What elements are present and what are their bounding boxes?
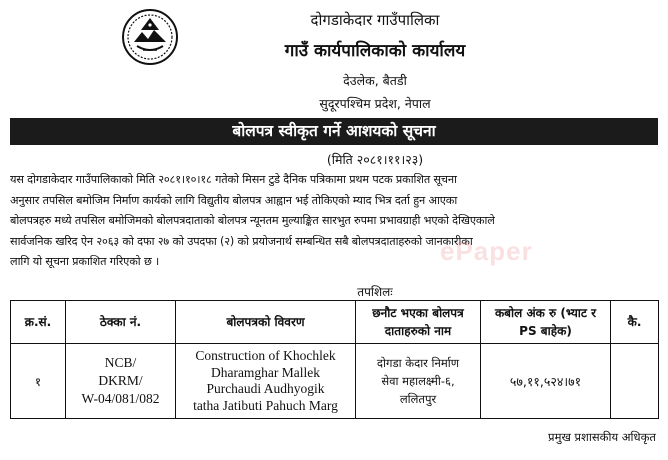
description-line: Dharamghar Mallek [210,364,321,380]
description-line: tatha Jatibuti Pahuch Marg [193,397,338,413]
table-caption: तपशिलः [357,285,393,299]
notice-body-line: लागि यो सूचना प्रकाशित गरिएको छ । [10,255,160,269]
cell-sn: १ [11,344,66,419]
bidder-line: सेवा महालक्ष्मी-६, [381,374,455,388]
header-contract-no: ठेक्का नं. [66,301,176,344]
province-name: सुदूरपश्चिम प्रदेश, नेपाल [319,96,431,111]
cell-description [176,344,356,419]
municipality-name: दोगडाकेदार गाउँपालिका [310,11,440,29]
header-remarks: कै. [611,301,659,344]
watermark-text: ePaper [440,236,533,266]
notice-body-line: सार्वजनिक खरिद ऐन २०६३ को दफा २७ को उपदफा (२) को प्रयोजनार्थ सम्बन्धित सबै बोलपत्रदाताहरुको जानकारीका [10,234,473,248]
bid-table [10,300,659,419]
header-description: बोलपत्रको विवरण [176,301,356,344]
bidder-line: दोगडा केदार निर्माण [376,356,460,370]
notice-body-line: बोलपत्रहरु मध्ये तपसिल बमोजिमको बोलपत्रदाताको बोलपत्र न्यूनतम मुल्याङ्कित सारभुत रुपमा प्रभावग्राही भएको देखिएकाले [10,214,495,228]
notice-body-line: यस दोगडाकेदार गाउँपालिकाको मिति २०८१।१०।१८ गतेको मिसन टुडे दैनिक पत्रिकामा प्रथम पटक प्रकाशित सूचना [10,173,457,186]
office-location: देउलेक, बैतडी [343,73,407,88]
description-line: Construction of Khochlek [195,348,336,363]
table-row [11,344,659,419]
header-amount: कबोल अंक रु (भ्याट र PS बाहेक) [481,301,611,344]
cell-contract-no [66,344,176,419]
header-sn: क्र.सं. [11,301,66,344]
notice-title: बोलपत्र स्वीकृत गर्ने आशयको सूचना [10,118,658,145]
notice-body-line: अनुसार तपसिल बमोजिम निर्माण कार्यको लागि विद्युतीय बोलपत्र आह्वान भई तोकिएको म्याद भित्र दर्ता हुन आएका [10,193,458,207]
table-header-row [11,301,659,344]
description-line: Purchaudi Audhyogik [206,381,325,396]
contract-line: NCB/ [104,355,137,370]
cell-bidder [356,344,481,419]
contract-line: DKRM/ [98,373,143,388]
office-name: गाउँ कार्यपालिकाको कार्यालय [284,41,466,61]
notice-body [10,170,658,273]
contract-line: W-04/081/082 [81,391,160,406]
signatory: प्रमुख प्रशासकीय अधिकृत [548,430,656,444]
cell-amount: ५७,११,५२४।७१ [481,344,611,419]
cell-remarks [611,344,659,419]
header-bidder: छनौट भएका बोलपत्र दाताहरुको नाम [356,301,481,344]
bidder-line: ललितपुर [399,392,437,406]
notice-date: (मिति २०८१।११।२३) [326,152,424,167]
